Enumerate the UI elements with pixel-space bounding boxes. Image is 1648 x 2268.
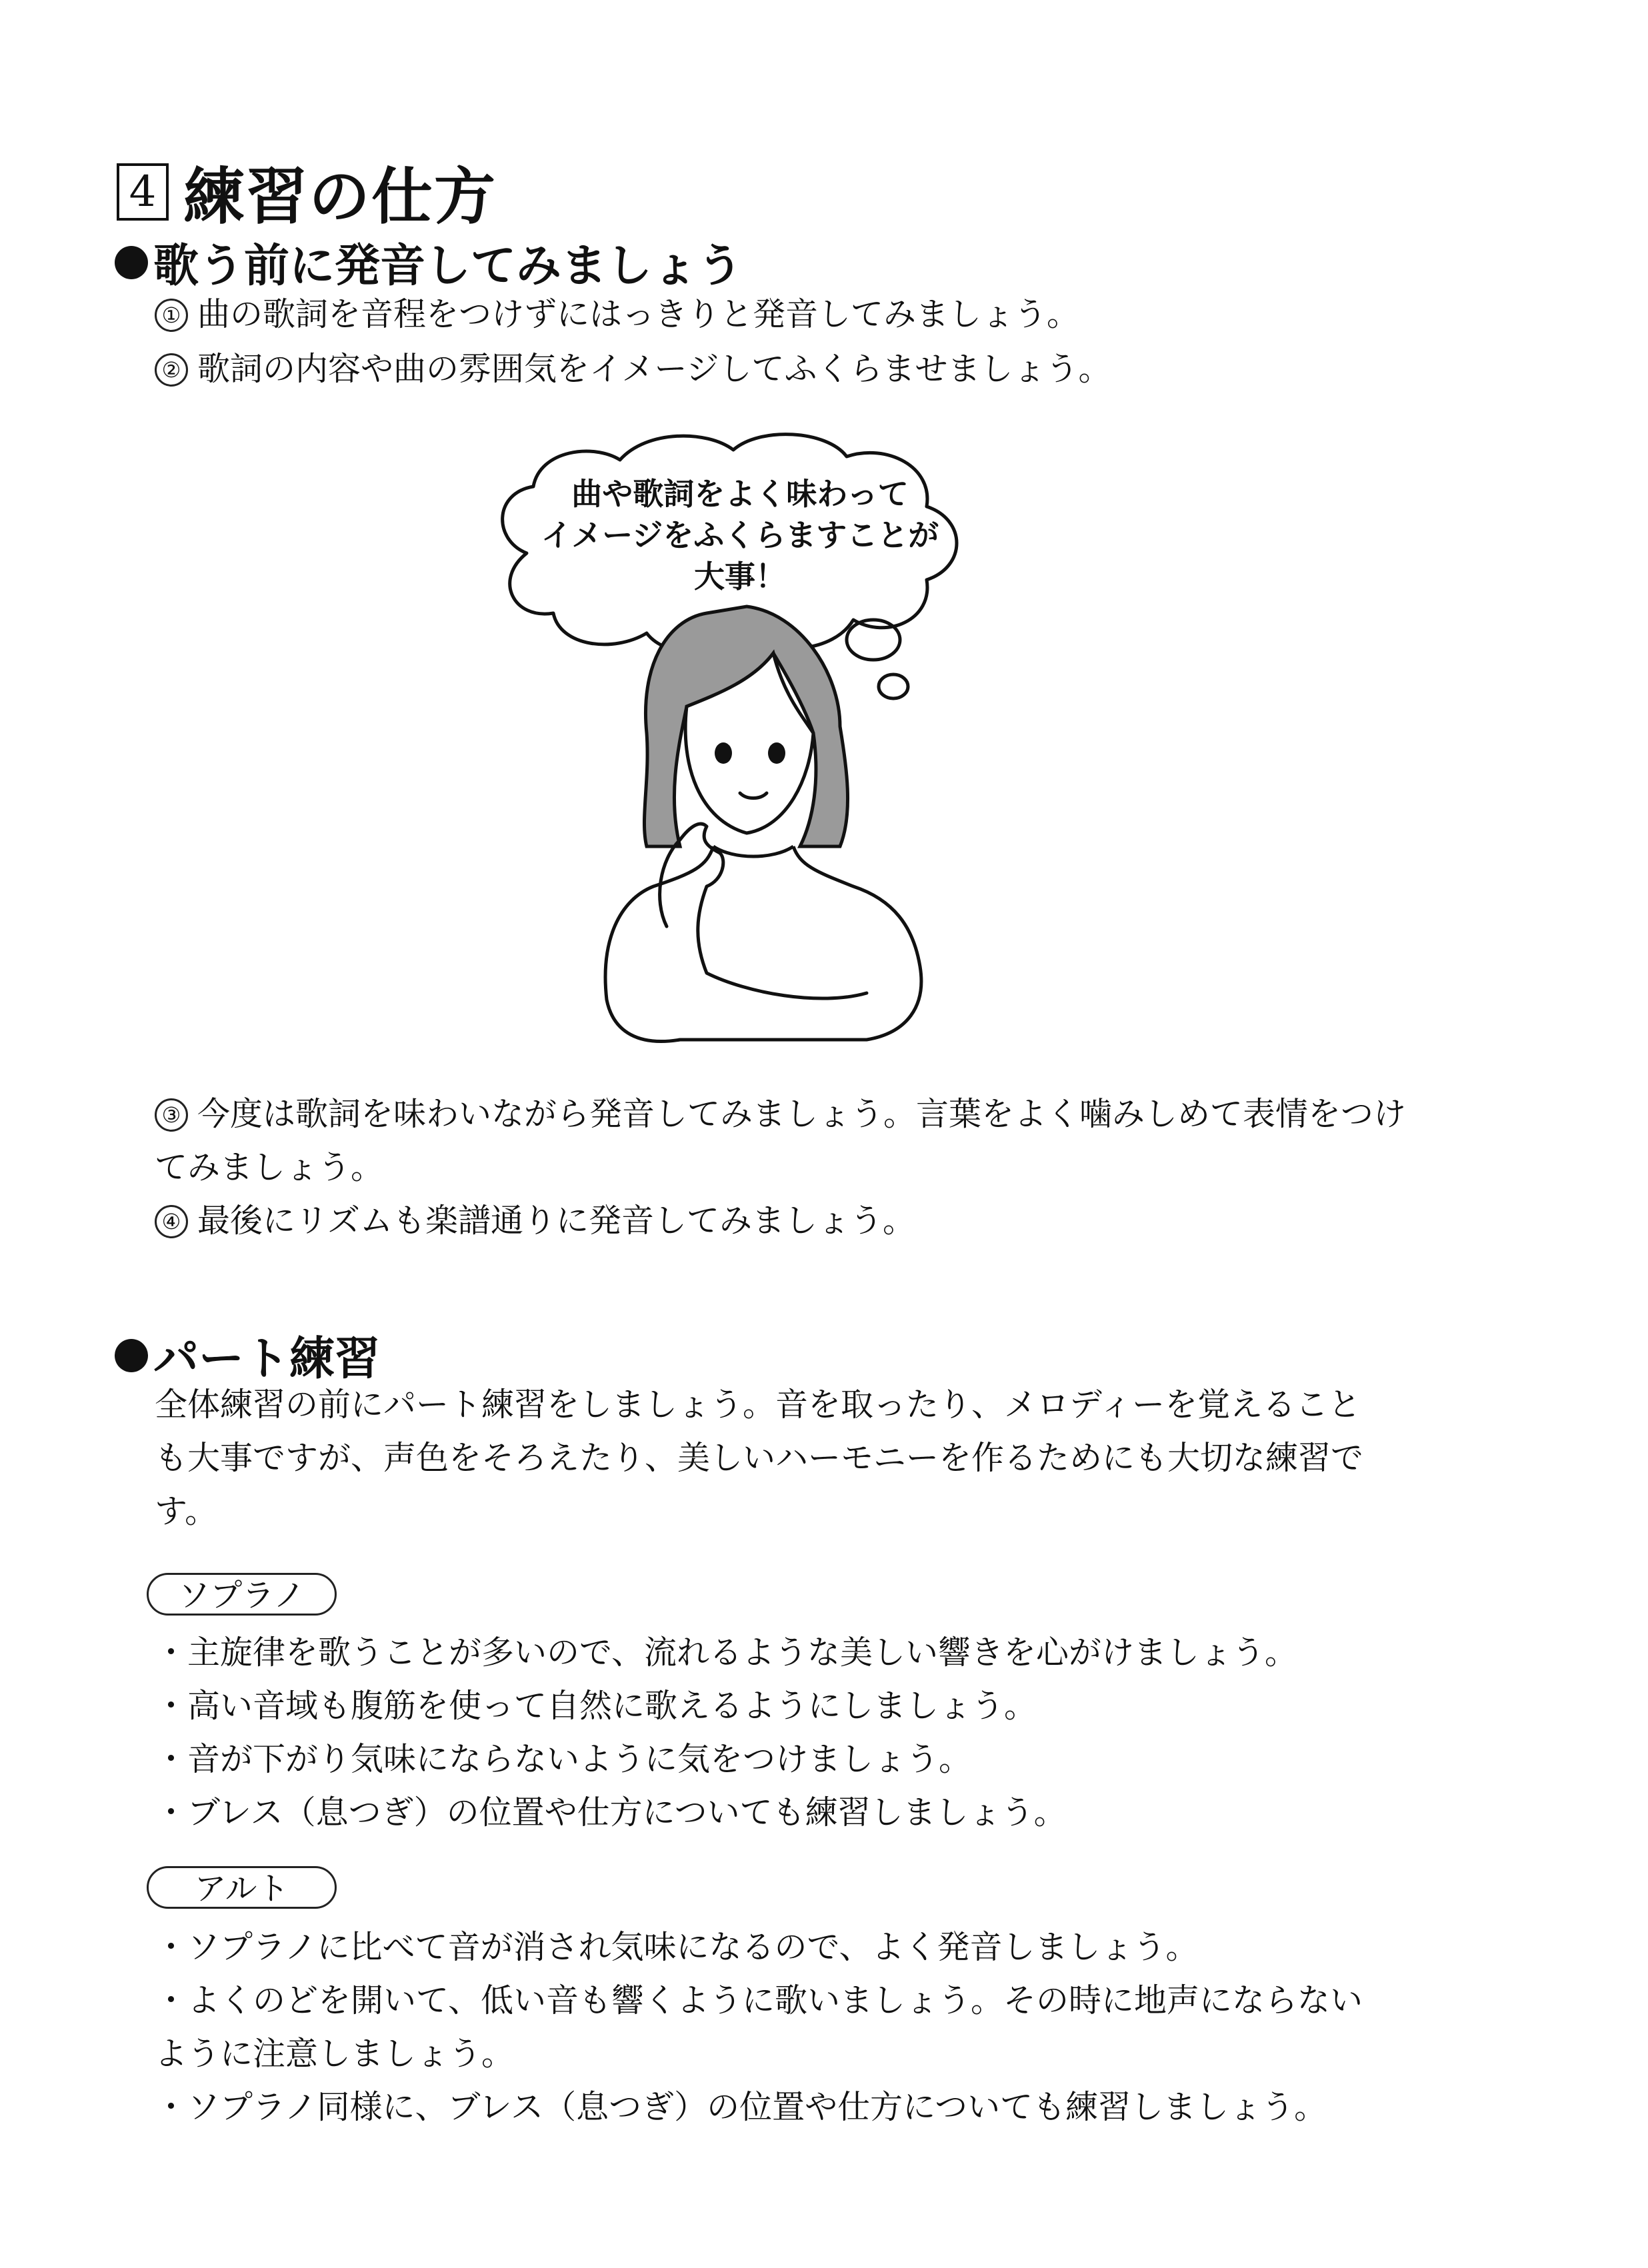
soprano-item: ・高い音域も腹筋を使って自然に歌えるようにしましょう。: [155, 1687, 1037, 1725]
section1-heading: [115, 230, 743, 295]
list-item-continuation: てみましょう。: [155, 1148, 384, 1186]
item-number: ②: [155, 353, 188, 387]
item-number: ①: [155, 299, 188, 332]
alto-item: ように注意しましょう。: [155, 2035, 515, 2073]
soprano-item: ・主旋律を歌うことが多いので、流れるような美しい響きを心がけましょう。: [155, 1634, 1298, 1672]
list-item: [155, 1088, 1406, 1141]
section1-heading-text: 歌う前に発音してみましょう: [153, 240, 743, 293]
bullet-dot-icon: [115, 246, 148, 279]
thought-bubble-text: [520, 473, 960, 597]
body-icon: [605, 846, 921, 1042]
alto-item: ・よくのどを開いて、低い音も響くように歌いましょう。その時に地声にならない: [155, 1981, 1363, 2019]
soprano-item: ・ブレス（息つぎ）の位置や仕方についても練習しましょう。: [155, 1793, 1067, 1831]
alto-item: ・ソプラノ同様に、ブレス（息つぎ）の位置や仕方についても練習しましょう。: [155, 2088, 1327, 2126]
item-text: 曲の歌詞を音程をつけずにはっきりと発音してみましょう。: [197, 295, 1080, 333]
bullet-dot-icon: [115, 1339, 148, 1372]
bubble-line: 曲や歌詞をよく味わって: [571, 476, 909, 512]
alto-item: ・ソプラノに比べて音が消され気味になるので、よく発音しましょう。: [155, 1928, 1199, 1966]
intro-line: す。: [155, 1492, 218, 1530]
bubble-line: 大事！: [694, 559, 786, 594]
item-number: ④: [155, 1205, 188, 1238]
list-item: [155, 1194, 915, 1248]
soprano-item: ・音が下がり気味にならないように気をつけましょう。: [155, 1740, 972, 1778]
eye-icon: [715, 742, 732, 764]
eye-icon: [768, 742, 785, 764]
bubble-line: イメージをふくらますことが: [541, 517, 939, 553]
chapter-title: 練習の仕方: [183, 161, 497, 233]
intro-line: も大事ですが、声色をそろえたり、美しいハーモニーを作るためにも大切な練習で: [155, 1439, 1364, 1477]
list-item: [155, 288, 1079, 341]
alto-label: アルト: [147, 1866, 337, 1909]
item-text: 今度は歌詞を味わいながら発音してみましょう。言葉をよく噛みしめて表情をつけ: [197, 1095, 1407, 1133]
item-number: ③: [155, 1098, 188, 1132]
section2-heading-text: パート練習: [153, 1333, 381, 1386]
thought-bubble-icon: [879, 674, 908, 698]
chapter-heading: [117, 148, 497, 236]
list-item: [155, 343, 1111, 396]
intro-line: 全体練習の前にパート練習をしましょう。音を取ったり、メロディーを覚えること: [155, 1386, 1361, 1424]
item-text: 最後にリズムも楽譜通りに発音してみましょう。: [197, 1202, 916, 1240]
item-text: 歌詞の内容や曲の雰囲気をイメージしてふくらませましょう。: [197, 350, 1111, 388]
chapter-number-box: 4: [117, 163, 169, 221]
soprano-label: ソプラノ: [147, 1573, 337, 1616]
